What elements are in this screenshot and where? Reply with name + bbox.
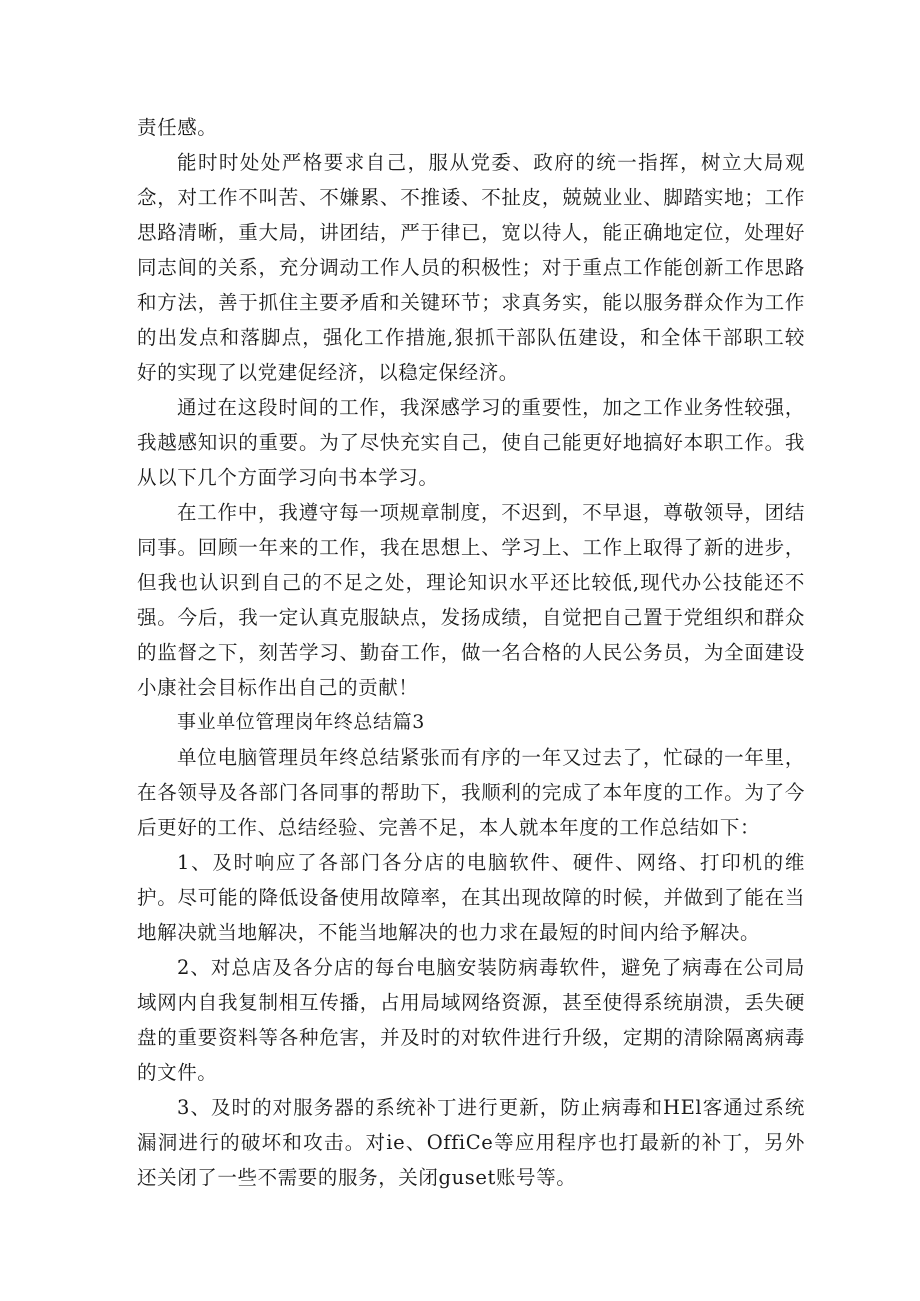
section-heading: 事业单位管理岗年终总结篇3 [177,711,425,733]
paragraph-item-1: 1、及时响应了各部门各分店的电脑软件、硬件、网络、打印机的维护。尽可能的降低设备使用故障率，在其出现故障的时候，并做到了能在当地解决就当地解决，不能当地解决的也力求在最短的时间内给予解决。 [137,851,805,944]
paragraph-item-2: 2、对总店及各分店的每台电脑安装防病毒软件，避免了病毒在公司局域网内自我复制相互传播，占用局域网络资源，甚至使得系统崩溃，丢失硬盘的重要资料等各种危害，并及时的对软件进行升级，定期的清除隔离病毒的文件。 [137,956,805,1084]
paragraph-continuation: 责任感。 [137,116,218,139]
paragraph-review: 在工作中，我遵守每一项规章制度，不迟到，不早退，尊敬领导，团结同事。回顾一年来的工作，我在思想上、学习上、工作上取得了新的进步，但我也认识到自己的不足之处，理论知识水平还比较低,现代办公技能还不强。今后，我一定认真克服缺点，发扬成绩，自觉把自己置于党组织和群众的监督之下，刻苦学习、勤奋工作，做一名合格的人民公务员，为全面建设小康社会目标作出自己的贡献！ [137,501,805,699]
paragraph-learning: 通过在这段时间的工作，我深感学习的重要性，加之工作业务性较强，我越感知识的重要。为了尽快充实自己，使自己能更好地搞好本职工作。我从以下几个方面学习向书本学习。 [137,396,805,489]
document-page [137,110,805,1195]
paragraph-self-discipline: 能时时处处严格要求自己，服从党委、政府的统一指挥，树立大局观念，对工作不叫苦、不嫌累、不推诿、不扯皮，兢兢业业、脚踏实地；工作思路清晰，重大局，讲团结，严于律已，宽以待人，能正确地定位，处理好同志间的关系，充分调动工作人员的积极性；对于重点工作能创新工作思路和方法，善于抓住主要矛盾和关键环节；求真务实，能以服务群众作为工作的出发点和落脚点，强化工作措施,狠抓干部队伍建设，和全体干部职工较好的实现了以党建促经济，以稳定保经济。 [137,151,805,384]
paragraph-intro: 单位电脑管理员年终总结紧张而有序的一年又过去了，忙碌的一年里，在各领导及各部门各同事的帮助下，我顺利的完成了本年度的工作。为了今后更好的工作、总结经验、完善不足，本人就本年度的工作总结如下： [137,746,805,839]
paragraph-item-3: 3、及时的对服务器的系统补丁进行更新，防止病毒和HEl客通过系统漏洞进行的破坏和攻击。对ie、OffiCe等应用程序也打最新的补丁，另外还关闭了一些不需要的服务，关闭guset账号等。 [137,1096,805,1189]
